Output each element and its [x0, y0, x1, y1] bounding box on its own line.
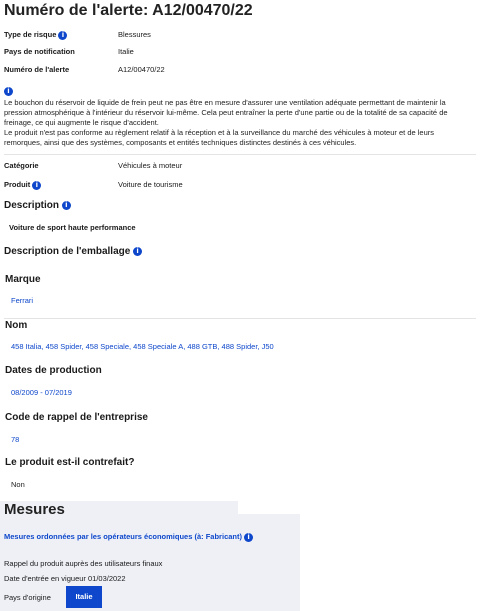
detail-label: Pays de notification — [4, 47, 75, 56]
risk-description-paragraph: Le produit n'est pas conforme au règlement relatif à la réception et à la surveillance du marché des véhicules à moteur et de leurs remorques, ainsi que des systèmes, composants et entités techniques distinctes destinés à ces véhicules. — [4, 128, 435, 147]
measures-action: Rappel du produit auprès des utilisateurs finaux — [4, 559, 163, 568]
counterfeit-heading: Le produit est-il contrefait? — [5, 457, 135, 468]
origin-country-badge[interactable]: Italie — [66, 586, 102, 608]
risk-description — [4, 98, 474, 148]
origin-label: Pays d'origine — [4, 593, 51, 602]
measures-ordered-by: Mesures ordonnées par les opérateurs économiques (à: Fabricant) i — [4, 531, 264, 542]
detail-label: Catégorie — [4, 161, 39, 170]
detail-value: Blessures — [118, 30, 151, 39]
recall-code-heading: Code de rappel de l'entreprise — [5, 412, 148, 423]
production-dates-heading: Dates de production — [5, 365, 102, 376]
page-title: Numéro de l'alerte: A12/00470/22 — [4, 2, 253, 19]
info-icon[interactable]: i — [4, 87, 13, 96]
info-icon[interactable]: i — [58, 31, 67, 40]
detail-value: Voiture de tourisme — [118, 180, 183, 189]
name-heading: Nom — [5, 320, 28, 331]
brand-value: Ferrari — [11, 296, 34, 305]
info-icon[interactable]: i — [133, 247, 142, 256]
description-heading: Description i — [4, 200, 71, 211]
divider — [4, 154, 476, 155]
divider — [4, 318, 476, 319]
info-icon[interactable]: i — [244, 533, 253, 542]
detail-value: Italie — [118, 47, 134, 56]
name-value: 458 Italia, 458 Spider, 458 Speciale, 458 Speciale A, 488 GTB, 488 Spider, J50 — [11, 342, 274, 351]
measures-heading: Mesures — [4, 501, 65, 518]
info-icon[interactable]: i — [62, 201, 71, 210]
counterfeit-value: Non — [11, 480, 25, 489]
measures-entry-date: Date d'entrée en vigueur 01/03/2022 — [4, 574, 126, 583]
info-icon[interactable]: i — [32, 181, 41, 190]
packaging-heading: Description de l'emballage i — [4, 246, 142, 257]
detail-value: Véhicules à moteur — [118, 161, 183, 170]
risk-description-paragraph: Le bouchon du réservoir de liquide de frein peut ne pas être en mesure d'assurer une ventilation adéquate permettant de maintenir la pression atmosphérique à l'intérieur du réservoir lui-même. Cela peut entraîner la perte d'une partie ou de la totalité de sa capacité de freinage, ce qui augmente le risque d'accident. — [4, 98, 448, 127]
recall-code-value: 78 — [11, 435, 20, 444]
brand-heading: Marque — [5, 274, 41, 285]
production-dates-value: 08/2009 - 07/2019 — [11, 388, 72, 397]
detail-label: Produit — [4, 180, 31, 189]
detail-label: Numéro de l'alerte — [4, 65, 70, 74]
description-text: Voiture de sport haute performance — [9, 223, 136, 232]
detail-label: Type de risque — [4, 30, 57, 39]
detail-value: A12/00470/22 — [118, 65, 165, 74]
